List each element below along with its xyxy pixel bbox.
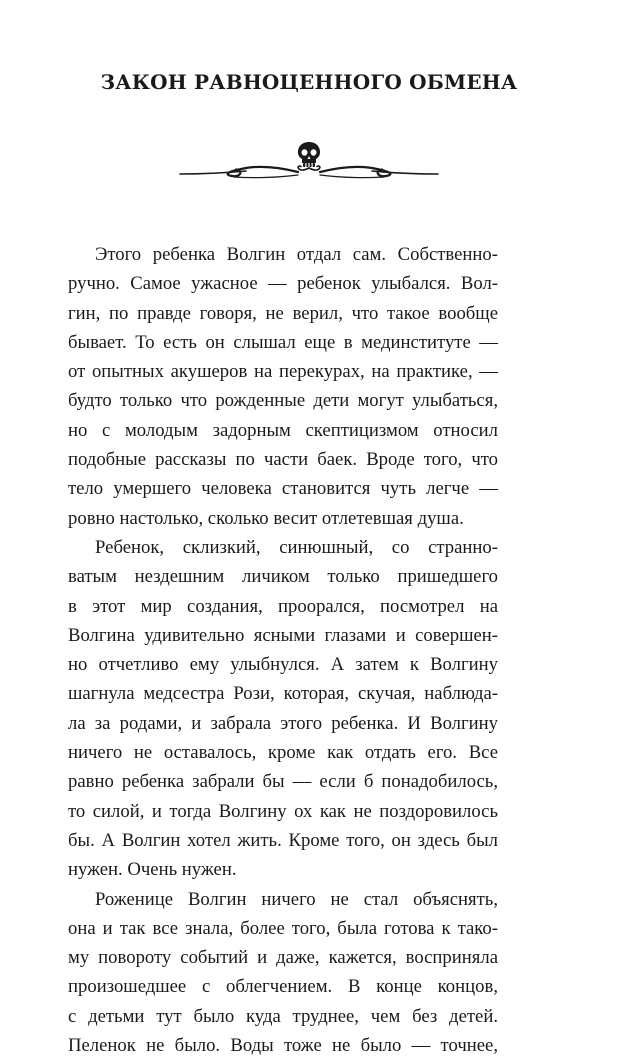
text-line: она и так все знала, более того, была готова к тако- [68, 917, 498, 939]
text-line: Волгина удивительно ясными глазами и совершен- [68, 624, 498, 646]
text-line: но отчетливо ему улыбнулся. А затем к Волгину [68, 654, 498, 676]
chapter-body [68, 240, 498, 1060]
chapter-title: ЗАКОН РАВНОЦЕННОГО ОБМЕНА [100, 70, 518, 94]
text-line: ровно настолько, сколько весит отлетевшая душа. [68, 507, 464, 529]
text-line: с детьми тут было куда труднее, чем без детей. [68, 1005, 498, 1027]
paragraph-1 [68, 240, 498, 533]
paragraph-2 [68, 533, 498, 885]
paragraph-3 [68, 885, 498, 1060]
text-line: бы. А Волгин хотел жить. Кроме того, он здесь был [68, 829, 498, 851]
text-line: бывает. То есть он слышал еще в мединституте — [68, 331, 498, 353]
text-line: но с молодым задорным скептицизмом относил [68, 419, 498, 441]
skull-flourish-icon [178, 138, 440, 184]
text-line: подобные рассказы по части баек. Вроде того, что [68, 449, 498, 471]
text-line: ничего не оставалось, кроме как отдать его. Все [68, 742, 498, 764]
text-line: в этот мир создания, проорался, посмотрел на [68, 595, 498, 617]
text-line: то силой, и тогда Волгину ох как не поздоровилось [68, 800, 498, 822]
text-line: му повороту событий и даже, кажется, восприняла [68, 947, 498, 969]
text-line: произошедшее с облегчением. В конце концов, [68, 976, 498, 998]
text-line: ла за родами, и забрала этого ребенка. И Волгину [68, 712, 498, 734]
text-line: Пеленок не было. Воды тоже не было — точнее, [68, 1035, 498, 1057]
text-line: тело умершего человека становится чуть легче — [68, 478, 498, 500]
text-line: Роженице Волгин ничего не стал объяснять, [95, 888, 498, 910]
text-line: гин, по правде говоря, не верил, что такое вообще [68, 302, 498, 324]
text-line: будто только что рожденные дети могут улыбаться, [68, 390, 498, 412]
text-line: ручно. Самое ужасное — ребенок улыбался. Вол- [68, 273, 498, 295]
text-line: шагнула медсестра Рози, которая, скучая, наблюда- [68, 683, 498, 705]
text-line: нужен. Очень нужен. [68, 859, 237, 881]
text-line: равно ребенка забрали бы — если б понадобилось, [68, 771, 498, 793]
text-line: Этого ребенка Волгин отдал сам. Собственно- [95, 244, 498, 265]
text-line: от опытных акушеров на перекурах, на практике, — [68, 361, 498, 383]
text-line: Ребенок, склизкий, синюшный, со странно- [95, 536, 498, 558]
text-line: ватым нездешним личиком только пришедшего [68, 566, 498, 588]
